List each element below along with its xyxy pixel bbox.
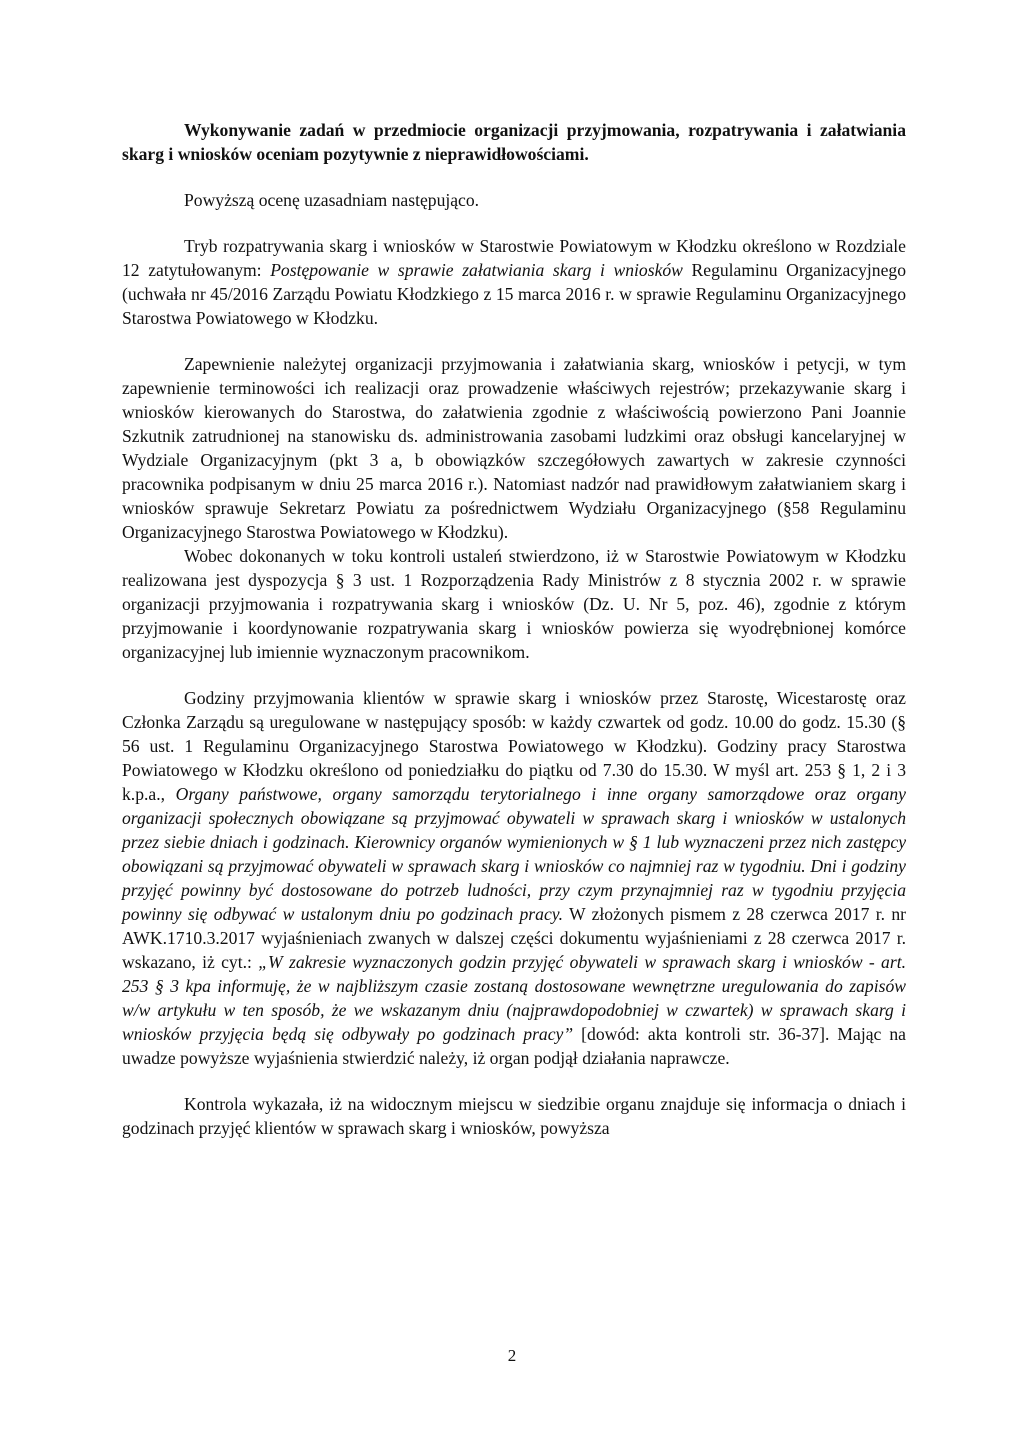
assessment-heading: Wykonywanie zadań w przedmiocie organizacji przyjmowania, rozpatrywania i załatwiania skarg i wniosków oceniam pozytywnie z nieprawidłowościami. [122,120,906,164]
document-page [122,118,906,1140]
paragraph-responsibilities: Zapewnienie należytej organizacji przyjmowania i załatwiania skarg, wniosków i petycji, w tym zapewnienie terminowości ich realizacji oraz prowadzenie właściwych rejestrów; przekazywanie skarg i wniosków kierowanych do Starostwa, do załatwienia zgodnie z właściwością powierzono Pani Joannie Szkutnik zatrudnionej na stanowisku ds. administrowania zasobami ludzkimi oraz obsługi kancelaryjnej w Wydziale Organizacyjnym (pkt 3 a, b obowiązków szczegółowych zawartych w zakresie czynności pracownika podpisanym w dniu 25 marca 2016 r.). Natomiast nadzór nad prawidłowym załatwianiem skarg i wniosków sprawuje Sekretarz Powiatu za pośrednictwem Wydziału Organizacyjnego (§58 Regulaminu Organizacyjnego Starostwa Powiatowego w Kłodzku). [122,354,906,542]
paragraph-inspection-result: Kontrola wykazała, iż na widocznym miejscu w siedzibie organu znajduje się informacja o dniach i godzinach przyjęć klientów w sprawach skarg i wniosków, powyższa [122,1094,906,1138]
kpa-quote-italic: Organy państwowe, organy samorządu terytorialnego i inne organy samorządowe oraz organy organizacji społecznych obowiązane są przyjmować obywateli w sprawach skarg i wniosków w ustalonych przez siebie dniach i godzinach. Kierownicy organów wymienionych w § 1 lub wyznaczeni przez nich zastępcy obowiązani są przyjmować obywateli w sprawach skarg i wniosków co najmniej raz w tygodniu. Dni i godziny przyjęć powinny być dostosowane do potrzeb ludności, przy czym przynajmniej raz w tygodniu przyjęcia powinny się odbywać w ustalonym dniu po godzinach pracy. [122,784,906,924]
paragraph-findings: Wobec dokonanych w toku kontroli ustaleń stwierdzono, iż w Starostwie Powiatowym w Kłodzku realizowana jest dyspozycja § 3 ust. 1 Rozporządzenia Rady Ministrów z 8 stycznia 2002 r. w sprawie organizacji przyjmowania i rozpatrywania skarg i wniosków (Dz. U. Nr 5, poz. 46), zgodnie z którym przyjmowanie i koordynowanie rozpatrywania skarg i wniosków powierza się wyodrębnionej komórce organizacyjnej lub imiennie wyznaczonym pracownikom. [122,546,906,662]
chapter-title-italic: Postępowanie w sprawie załatwiania skarg i wniosków [270,260,683,280]
office-hours-text-1: Godziny przyjmowania klientów w sprawie skarg i wniosków przez Starostę, Wicestarostę oraz Członka Zarządu są uregulowane w następujący sposób: w każdy czwartek od godz. 10.00 do godz. 15.30 (§ 56 ust. 1 Regulaminu Organizacyjnego Starostwa Powiatowego w Kłodzku). Godziny pracy Starostwa Powiatowego w Kłodzku określono od poniedziałku do piątku od 7.30 do 15.30. W myśl art. 253 § 1, 2 i 3 k.p.a., [122,688,906,804]
paragraph-procedure-text-1: Tryb rozpatrywania skarg i wniosków w Starostwie Powiatowym w Kłodzku określono w Rozdziale 12 zatytułowanym: [122,236,906,280]
paragraph-procedure [122,234,906,330]
explanation-quote-italic: „W zakresie wyznaczonych godzin przyjęć obywateli w sprawach skarg i wniosków - art. 253 § 3 kpa informuję, że w najbliższym czasie zostaną dostosowane wewnętrzne uregulowania do zapisów w/w artykułu w ten sposób, że we wskazanym dniu (najprawdopodobniej w czwartek) w sprawach skarg i wniosków przyjęcia będą się odbywały po godzinach pracy” [122,952,906,1044]
paragraph-justification-intro: Powyższą ocenę uzasadniam następująco. [184,190,480,210]
office-hours-text-3: [dowód: akta kontroli str. 36-37]. Mając na uwadze powyższe wyjaśnienia stwierdzić należy, iż organ podjął działania naprawcze. [122,1024,906,1068]
paragraph-procedure-text-2: Regulaminu Organizacyjnego (uchwała nr 45/2016 Zarządu Powiatu Kłodzkiego z 15 marca 2016 r. w sprawie Regulaminu Organizacyjnego Starostwa Powiatowego w Kłodzku. [122,260,906,328]
page-number: 2 [507,1346,517,1365]
paragraph-office-hours [122,686,906,1070]
office-hours-text-2: W złożonych pismem z 28 czerwca 2017 r. nr AWK.1710.3.2017 wyjaśnieniach zwanych w dalszej części dokumentu wyjaśnieniami z 28 czerwca 2017 r. wskazano, iż cyt.: [122,904,906,972]
